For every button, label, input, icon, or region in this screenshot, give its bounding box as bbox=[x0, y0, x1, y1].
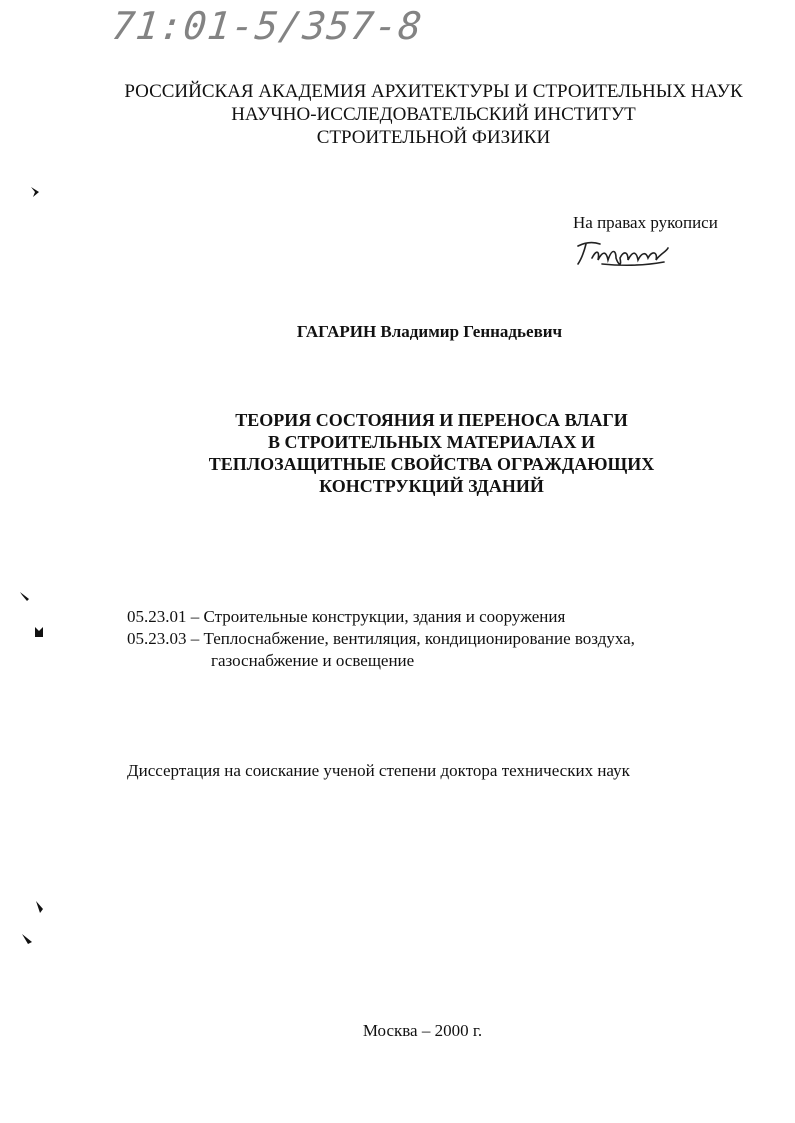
institution-line-2: НАУЧНО-ИССЛЕДОВАТЕЛЬСКИЙ ИНСТИТУТ bbox=[231, 104, 636, 125]
catalog-number: 71:01-5/357-8 bbox=[109, 4, 425, 48]
specialty-item bbox=[127, 606, 635, 628]
specialty-code: 05.23.01 bbox=[127, 607, 187, 626]
scan-speck bbox=[22, 933, 32, 945]
title-line-4: КОНСТРУКЦИЙ ЗДАНИЙ bbox=[319, 476, 544, 496]
specialty-name-continuation: газоснабжение и освещение bbox=[211, 651, 415, 670]
specialty-item bbox=[127, 628, 635, 650]
specialty-code: 05.23.03 bbox=[127, 629, 187, 648]
city-year: Москва – 2000 г. bbox=[362, 1021, 483, 1040]
specialty-list bbox=[127, 606, 635, 672]
institution-line-1: РОССИЙСКАЯ АКАДЕМИЯ АРХИТЕКТУРЫ И СТРОИТЕЛЬНЫХ НАУК bbox=[124, 81, 743, 102]
institution-line-3: СТРОИТЕЛЬНОЙ ФИЗИКИ bbox=[316, 127, 551, 148]
specialty-dash: – bbox=[190, 629, 204, 648]
specialty-dash: – bbox=[190, 607, 204, 626]
author-name: ГАГАРИН Владимир Геннадьевич bbox=[296, 322, 563, 341]
scan-speck bbox=[34, 901, 44, 913]
author-signature bbox=[572, 238, 672, 270]
title-line-3: ТЕПЛОЗАЩИТНЫЕ СВОЙСТВА ОГРАЖДАЮЩИХ bbox=[208, 454, 655, 474]
dissertation-title bbox=[0, 409, 795, 497]
specialty-name: Строительные конструкции, здания и сооружения bbox=[203, 607, 566, 626]
title-line-2: В СТРОИТЕЛЬНЫХ МАТЕРИАЛАХ И bbox=[268, 432, 595, 452]
scan-speck bbox=[20, 590, 30, 602]
manuscript-rights-note: На правах рукописи bbox=[573, 213, 718, 232]
title-line-1: ТЕОРИЯ СОСТОЯНИЯ И ПЕРЕНОСА ВЛАГИ bbox=[235, 410, 628, 430]
scan-speck bbox=[30, 186, 40, 198]
dissertation-degree-note: Диссертация на соискание ученой степени доктора технических наук bbox=[127, 761, 630, 780]
specialty-name: Теплоснабжение, вентиляция, кондиционирование воздуха, bbox=[203, 629, 635, 648]
scan-speck bbox=[34, 626, 44, 638]
institution-header bbox=[0, 80, 795, 149]
